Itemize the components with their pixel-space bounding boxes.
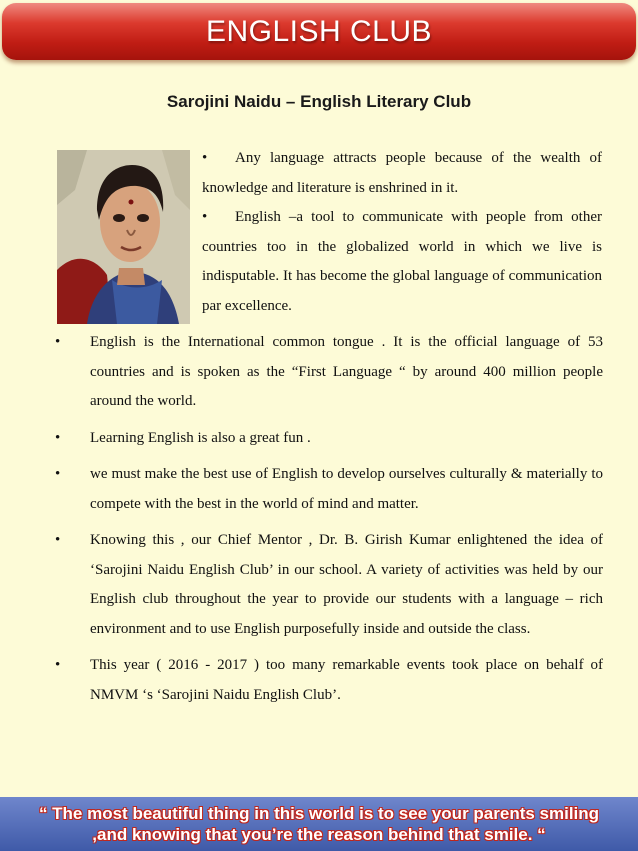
intro-bullet-list (202, 144, 602, 321)
bullet-text: This year ( 2016 - 2017 ) too many remarkable events took place on behalf of NMVM ‘s ‘Sarojini Naidu English Club’. (90, 657, 603, 703)
bullet-marker: • (55, 466, 61, 482)
title-banner (2, 3, 636, 60)
bullet-marker: • (55, 334, 61, 350)
list-item (55, 460, 603, 519)
bullet-marker: • (202, 209, 208, 225)
list-item (55, 526, 603, 644)
page-heading: Sarojini Naidu – English Literary Club (166, 92, 472, 111)
quote-line-2: ,and knowing that you’re the reason behind that smile. “ (92, 825, 546, 844)
intro-bullet-item (202, 144, 602, 203)
list-item (55, 651, 603, 710)
bullet-marker: • (55, 429, 61, 446)
bullet-marker: • (55, 532, 61, 548)
portrait-image (57, 150, 190, 324)
bullet-text: Any language attracts people because of the wealth of knowledge and literature is enshrined in it. (202, 150, 602, 196)
quote-footer (0, 797, 638, 851)
list-item (55, 328, 603, 417)
bullet-text: we must make the best use of English to develop ourselves culturally & materially to compete with the best in the world of mind and matter. (90, 466, 603, 512)
banner-title: ENGLISH CLUB (205, 14, 433, 48)
bullet-text: English is the International common tongue . It is the official language of 53 countries and is spoken as the “First Language “ by around 400 million people around the world. (90, 334, 603, 409)
main-bullet-list (55, 328, 603, 717)
quote-line-1: “ The most beautiful thing in this world is to see your parents smiling (38, 804, 600, 823)
bullet-marker: • (202, 150, 208, 166)
list-item (55, 424, 603, 454)
bullet-text: Knowing this , our Chief Mentor , Dr. B. Girish Kumar enlightened the idea of ‘Sarojini Naidu English Club’ in our school. A variety of activities was held by our English club throughout the year to provide our students with a language – rich environment and to use English purposefully inside and outside the class. (90, 532, 603, 637)
bullet-marker: • (55, 657, 61, 673)
intro-bullet-item (202, 203, 602, 321)
bullet-text: Learning English is also a great fun . (90, 429, 311, 446)
bullet-text: English –a tool to communicate with people from other countries too in the globalized world in which we live is indisputable. It has become the global language of communication par excellence. (202, 209, 602, 314)
